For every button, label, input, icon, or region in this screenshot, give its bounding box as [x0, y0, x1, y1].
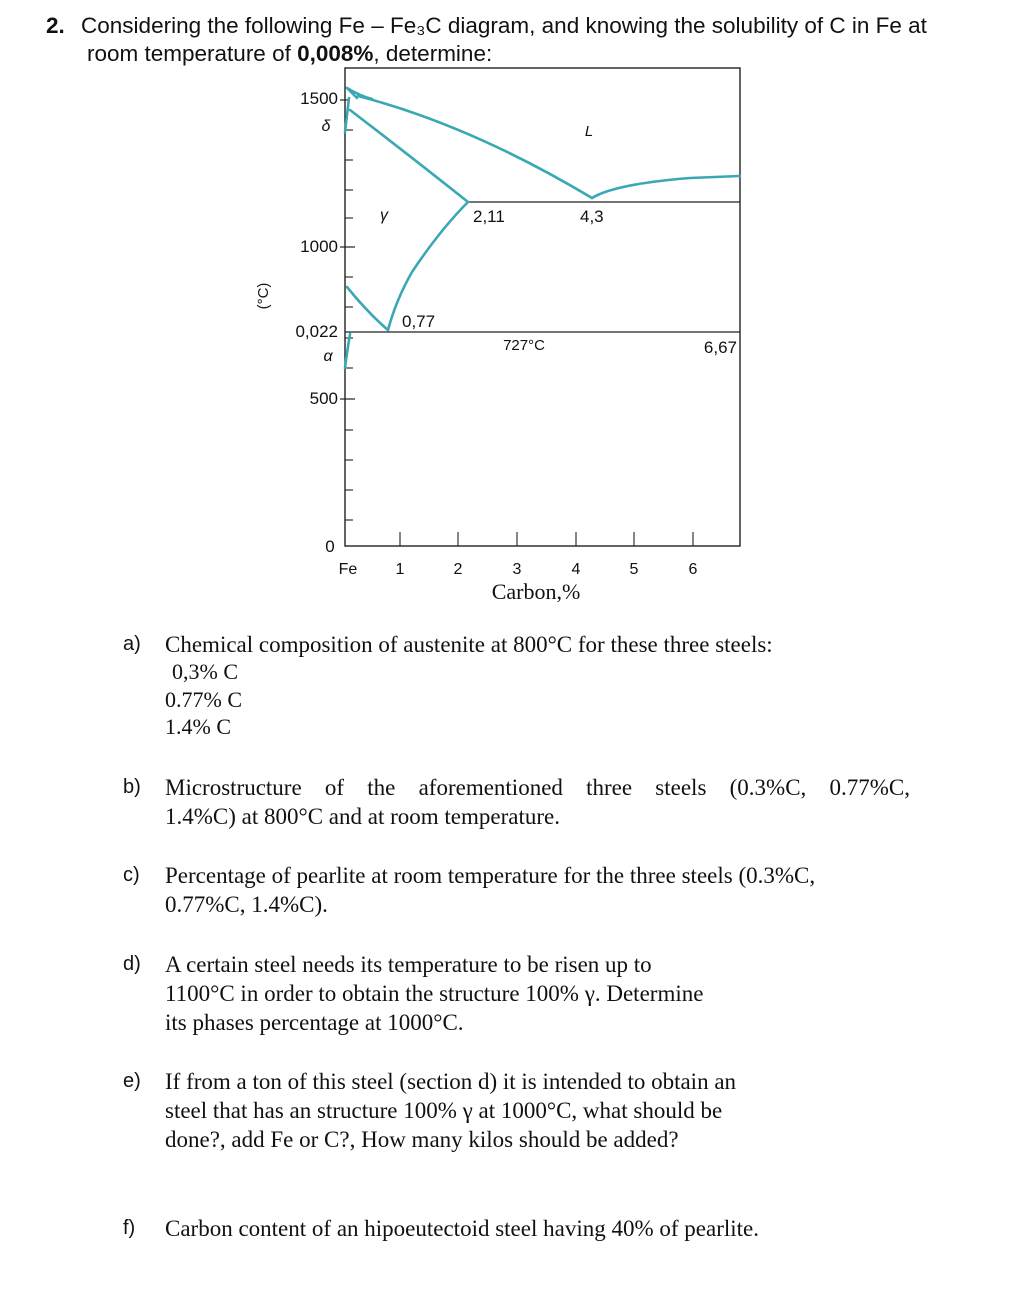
x-axis-title: Carbon,% [491, 579, 581, 604]
question-d-line-3: its phases percentage at 1000°C. [165, 1010, 464, 1035]
diagram-frame [345, 68, 740, 546]
x-label-4: 4 [571, 561, 581, 578]
question-b-line-1: Microstructure of the aforementioned three steels (0.3%C, 0.77%C, [165, 775, 910, 800]
label-4-3: 4,3 [580, 207, 604, 226]
problem-line-2-pre: room temperature of [87, 41, 298, 66]
problem-line-2-post: , determine: [373, 41, 493, 66]
steel-0-77: 0.77% C [165, 687, 242, 712]
alpha-solvus [345, 334, 350, 368]
question-c-line-1: Percentage of pearlite at room temperature for the three steels (0.3%C, [165, 863, 816, 888]
x-label-1: 1 [395, 561, 405, 578]
x-label-5: 5 [629, 561, 639, 578]
problem-line-1: Considering the following Fe – Fe₃C diagram, and knowing the solubility of C in Fe at [81, 13, 927, 38]
solidus [350, 110, 468, 202]
phase-label-alpha: α [323, 348, 333, 365]
problem-number: 2. [46, 13, 65, 38]
question-f-letter: f) [123, 1217, 136, 1239]
steel-0-3: 0,3% C [172, 659, 238, 684]
fe-fe3c-diagram [0, 0, 1020, 620]
liquidus-left [358, 96, 592, 198]
phase-label-liquid: L [584, 123, 594, 140]
y-label-1500: 1500 [300, 89, 338, 108]
y-minor-ticks [345, 130, 353, 520]
question-d-letter: d) [123, 953, 141, 975]
y-label-1000: 1000 [300, 237, 338, 256]
question-f-text: Carbon content of an hipoeutectoid steel having 40% of pearlite. [165, 1216, 759, 1241]
question-a-text: Chemical composition of austenite at 800°C for these three steels: [165, 632, 773, 657]
x-label-fe: Fe [338, 561, 358, 578]
liquidus-right [592, 176, 740, 198]
question-d-line-1: A certain steel needs its temperature to be risen up to [165, 952, 652, 977]
question-a-letter: a) [123, 633, 141, 655]
question-b-line-2: 1.4%C) at 800°C and at room temperature. [165, 804, 560, 829]
phase-label-gamma: γ [380, 207, 388, 224]
question-e-line-2: steel that has an structure 100% γ at 1000°C, what should be [165, 1098, 723, 1123]
x-label-2: 2 [453, 561, 463, 578]
phase-label-delta: δ [321, 118, 331, 135]
question-e-line-1: If from a ton of this steel (section d) it is intended to obtain an [165, 1069, 737, 1094]
question-e-letter: e) [123, 1070, 141, 1092]
solubility-value: 0,008% [297, 41, 374, 66]
question-b-letter: b) [123, 776, 141, 798]
y-label-500: 500 [309, 389, 338, 408]
y-axis-title: (°C) [255, 282, 272, 310]
question-e-line-3: done?, add Fe or C?, How many kilos should be added? [165, 1127, 679, 1152]
x-ticks [400, 532, 693, 546]
question-d-line-2: 1100°C in order to obtain the structure 100% γ. Determine [165, 981, 704, 1006]
x-label-6: 6 [688, 561, 698, 578]
a3-line [347, 287, 388, 330]
acm-line [388, 202, 468, 330]
x-label-3: 3 [512, 561, 522, 578]
label-6-67: 6,67 [703, 338, 737, 357]
label-2-11: 2,11 [473, 207, 505, 226]
question-c-letter: c) [123, 864, 140, 886]
steel-1-4: 1.4% C [165, 714, 231, 739]
question-c-line-2: 0.77%C, 1.4%C). [165, 892, 328, 917]
label-727c: 727°C [503, 337, 545, 354]
y-label-0: 0 [325, 537, 335, 556]
label-0-022: 0,022 [295, 322, 338, 341]
label-0-77: 0,77 [402, 312, 436, 331]
